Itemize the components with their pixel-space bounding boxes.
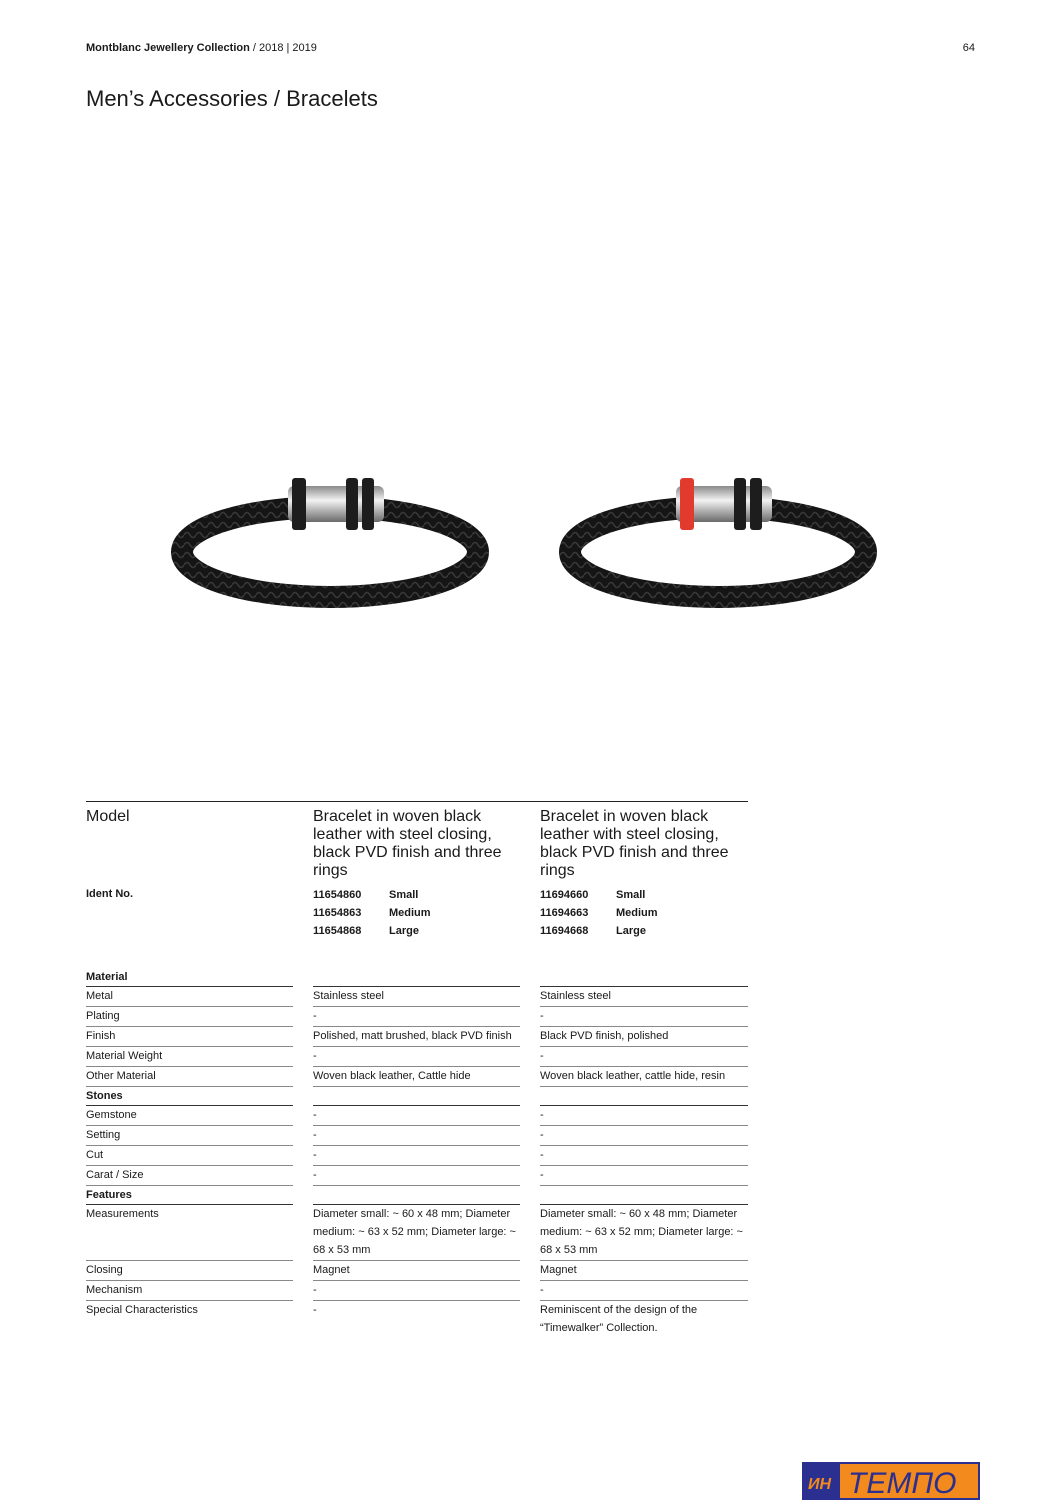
- spec-row: [86, 1067, 748, 1087]
- ident-row: [313, 888, 431, 906]
- spec-value-2: -: [540, 1047, 748, 1067]
- spec-value-1: Woven black leather, Cattle hide: [313, 1067, 520, 1087]
- spec-value-1: -: [313, 1281, 520, 1301]
- spec-value-2: -: [540, 1281, 748, 1301]
- spec-row: [86, 1166, 748, 1186]
- spec-value-1: -: [313, 1126, 520, 1146]
- spec-value-2: Magnet: [540, 1261, 748, 1281]
- table-top-rule: [86, 801, 748, 802]
- spec-row: [86, 1027, 748, 1047]
- model-label: Model: [86, 808, 130, 825]
- spec-value-1: Diameter small: ~ 60 x 48 mm; Diameter medium: ~ 63 x 52 mm; Diameter large: ~ 68 x 53 mm: [313, 1205, 520, 1261]
- brand-name: Montblanc Jewellery Collection: [86, 42, 250, 54]
- spec-row: [86, 1301, 748, 1338]
- spec-row: [86, 1106, 748, 1126]
- spec-label: Other Material: [86, 1067, 293, 1087]
- spec-value-2: -: [540, 1106, 748, 1126]
- running-header: [86, 42, 317, 54]
- spec-value-1: -: [313, 1146, 520, 1166]
- ident-number: 11694668: [540, 925, 589, 937]
- spec-label: Features: [86, 1186, 293, 1205]
- spec-value-1: -: [313, 1166, 520, 1186]
- spec-row: [86, 1007, 748, 1027]
- spec-value-1: Magnet: [313, 1261, 520, 1281]
- ident-size: Large: [616, 925, 646, 937]
- spec-value-2: -: [540, 1166, 748, 1186]
- spec-value-2: [540, 968, 748, 987]
- spec-label: Metal: [86, 987, 293, 1007]
- spec-value-1: -: [313, 1047, 520, 1067]
- spec-row: [86, 1205, 748, 1261]
- spec-label: Cut: [86, 1146, 293, 1166]
- ident-row: [540, 906, 658, 924]
- ident-row: [313, 906, 431, 924]
- spec-label: Carat / Size: [86, 1166, 293, 1186]
- spec-label: Measurements: [86, 1205, 293, 1261]
- model-description-1: Bracelet in woven black leather with steel closing, black PVD finish and three rings: [313, 808, 502, 879]
- spec-value-2: Black PVD finish, polished: [540, 1027, 748, 1047]
- spec-label: Special Characteristics: [86, 1304, 198, 1316]
- ident-number: 11694663: [540, 907, 589, 919]
- spec-value-2: Reminiscent of the design of the “Timewalker” Collection.: [540, 1304, 698, 1334]
- spec-row: [86, 987, 748, 1007]
- spec-value-2: Stainless steel: [540, 987, 748, 1007]
- spec-label: Material: [86, 968, 293, 987]
- ident-row: [313, 924, 431, 942]
- ident-number: 11694660: [540, 889, 589, 901]
- logo-text: ТЕМПО: [848, 1467, 957, 1500]
- ident-size: Large: [389, 925, 419, 937]
- specification-table: [86, 968, 748, 1338]
- ident-number: 11654863: [313, 907, 362, 919]
- spec-value-1: [313, 1186, 520, 1205]
- spec-label: Mechanism: [86, 1281, 293, 1301]
- spec-label: Setting: [86, 1126, 293, 1146]
- spec-value-1: Stainless steel: [313, 987, 520, 1007]
- bracelet-image-2: [548, 380, 908, 710]
- ident-row: [540, 888, 658, 906]
- spec-value-1: -: [313, 1106, 520, 1126]
- ident-number: 11654860: [313, 889, 362, 901]
- ident-size: Small: [616, 889, 646, 901]
- ident-list-1: [313, 888, 431, 942]
- spec-row: [86, 1047, 748, 1067]
- spec-row: [86, 1281, 748, 1301]
- spec-value-2: -: [540, 1007, 748, 1027]
- model-description-2: Bracelet in woven black leather with steel closing, black PVD finish and three rings: [540, 808, 729, 879]
- spec-label: Closing: [86, 1261, 293, 1281]
- page-number: 64: [962, 42, 975, 54]
- spec-value-2: Woven black leather, cattle hide, resin: [540, 1067, 748, 1087]
- ident-size: Small: [389, 889, 419, 901]
- logo-prefix: ИН: [808, 1476, 832, 1493]
- spec-section-row: [86, 968, 748, 987]
- page-title: Men’s Accessories / Bracelets: [86, 86, 378, 111]
- spec-row: [86, 1126, 748, 1146]
- spec-section-row: [86, 1186, 748, 1205]
- ident-number: 11654868: [313, 925, 362, 937]
- spec-value-1: [313, 1087, 520, 1106]
- tempo-logo-icon: [802, 1462, 980, 1500]
- spec-value-2: Diameter small: ~ 60 x 48 mm; Diameter medium: ~ 63 x 52 mm; Diameter large: ~ 68 x 53 mm: [540, 1205, 748, 1261]
- spec-value-2: -: [540, 1126, 748, 1146]
- spec-label: Material Weight: [86, 1047, 293, 1067]
- spec-value-1: -: [313, 1007, 520, 1027]
- ident-row: [540, 924, 658, 942]
- spec-value-2: [540, 1186, 748, 1205]
- spec-label: Gemstone: [86, 1106, 293, 1126]
- spec-value-2: -: [540, 1146, 748, 1166]
- spec-label: Stones: [86, 1087, 293, 1106]
- ident-list-2: [540, 888, 658, 942]
- spec-value-1: [313, 968, 520, 987]
- collection-period: / 2018 | 2019: [249, 42, 317, 54]
- spec-row: [86, 1261, 748, 1281]
- spec-label: Plating: [86, 1007, 293, 1027]
- ident-size: Medium: [389, 907, 431, 919]
- ident-label: Ident No.: [86, 888, 134, 900]
- spec-value-1: Polished, matt brushed, black PVD finish: [313, 1027, 520, 1047]
- spec-label: Finish: [86, 1027, 293, 1047]
- bracelet-image-1: [160, 380, 520, 710]
- spec-value-1: -: [313, 1304, 317, 1316]
- spec-section-row: [86, 1087, 748, 1106]
- spec-value-2: [540, 1087, 748, 1106]
- spec-row: [86, 1146, 748, 1166]
- ident-size: Medium: [616, 907, 658, 919]
